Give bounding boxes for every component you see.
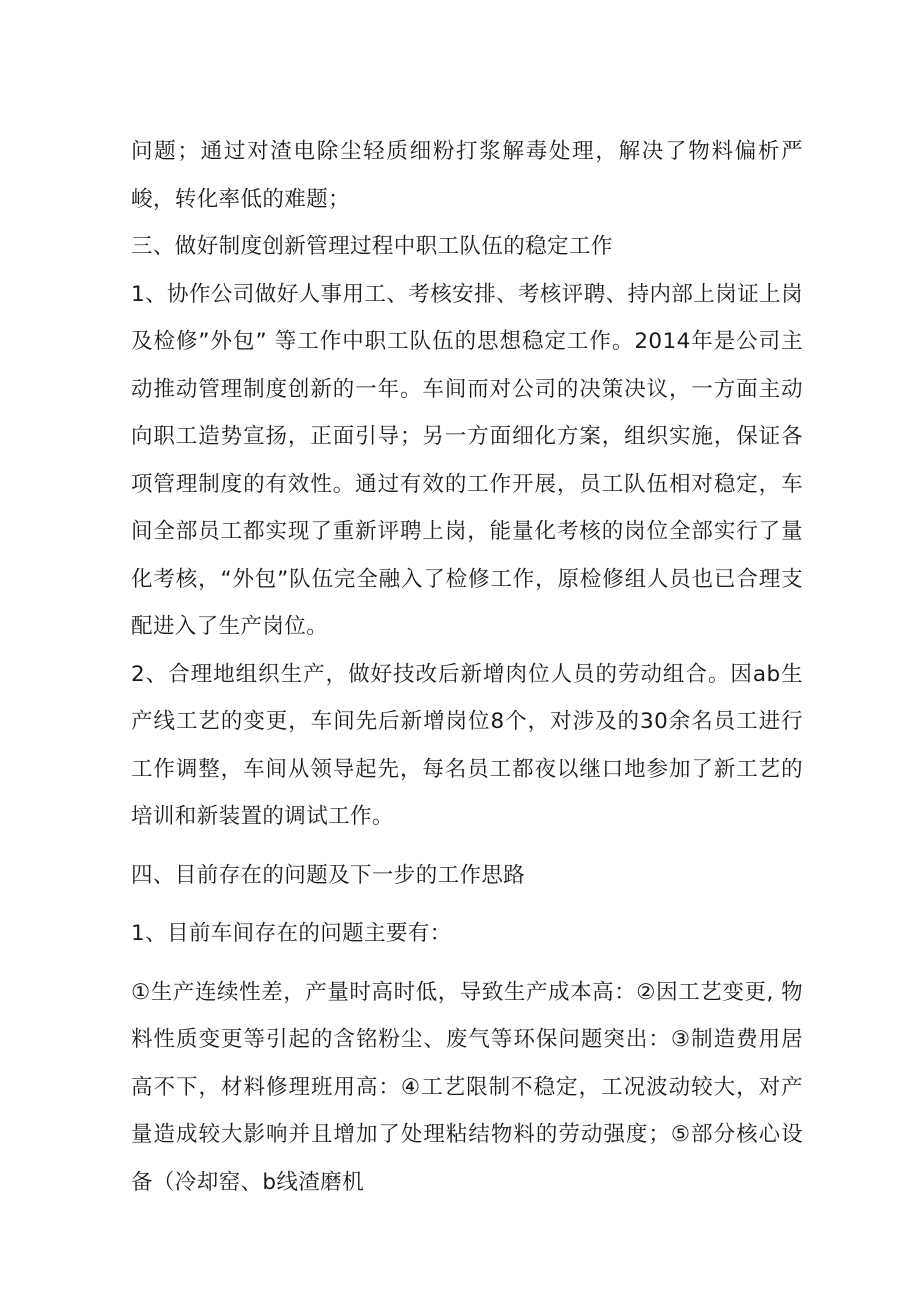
paragraph-problems-list: ①生产连续性差，产量时高时低，导致生产成本高：②因工艺变更, 物料性质变更等引起的含铭粉尘、废气等环保问题突出：③制造费用居高不下，材料修理班用高：④工艺限制不稳定，工况波动较大，对产量造成较大影响并且增加了处理粘结物料的劳动强度；⑤部分核心设备（冷却窑、b线渣磨机 [131, 979, 803, 1195]
paragraph-problems-intro: 1、目前车间存在的问题主要有： [131, 921, 452, 946]
paragraph-item-2: 2、合理地组织生产，做好技改后新增肉位人员的劳动组合。因ab生产线工艺的变更，车间先后新增岗位8个，对涉及的30余名员工进行工作调整，车间从领导起先，每名员工都夜以继口地参加了新工艺的培训和新装置的调试工作。 [131, 661, 803, 829]
document-body [131, 128, 803, 1206]
section-heading-4: 四、目前存在的问题及下一步的工作思路 [131, 862, 526, 888]
section-heading-3: 三、做好制度创新管理过程中职工队伍的稳定工作 [131, 234, 613, 259]
paragraph-item-1: 1、协作公司做好人事用工、考核安排、考核评聘、持内部上岗证上岗及检修”外包” 等工作中职工队伍的思想稳定工作。2014年是公司主动推动管理制度创新的一年。车间而对公司的决策决议，一方面主动向职工造势宣扬，正面引导；另一方面细化方案，组织实施，保证各项管理制度的有效性。通过有效的工作开展，员工队伍相对稳定，车间全部员工都实现了重新评聘上岗，能量化考核的岗位全部实行了量化考核，“外包”队伍完全融入了检修工作，原检修组人员也已合理支配进入了生产岗位。 [131, 281, 803, 639]
paragraph-continuation: 问题；通过对渣电除尘轻质细粉打浆解毒处理，解决了物料偏析严峻，转化率低的难题； [131, 139, 803, 212]
